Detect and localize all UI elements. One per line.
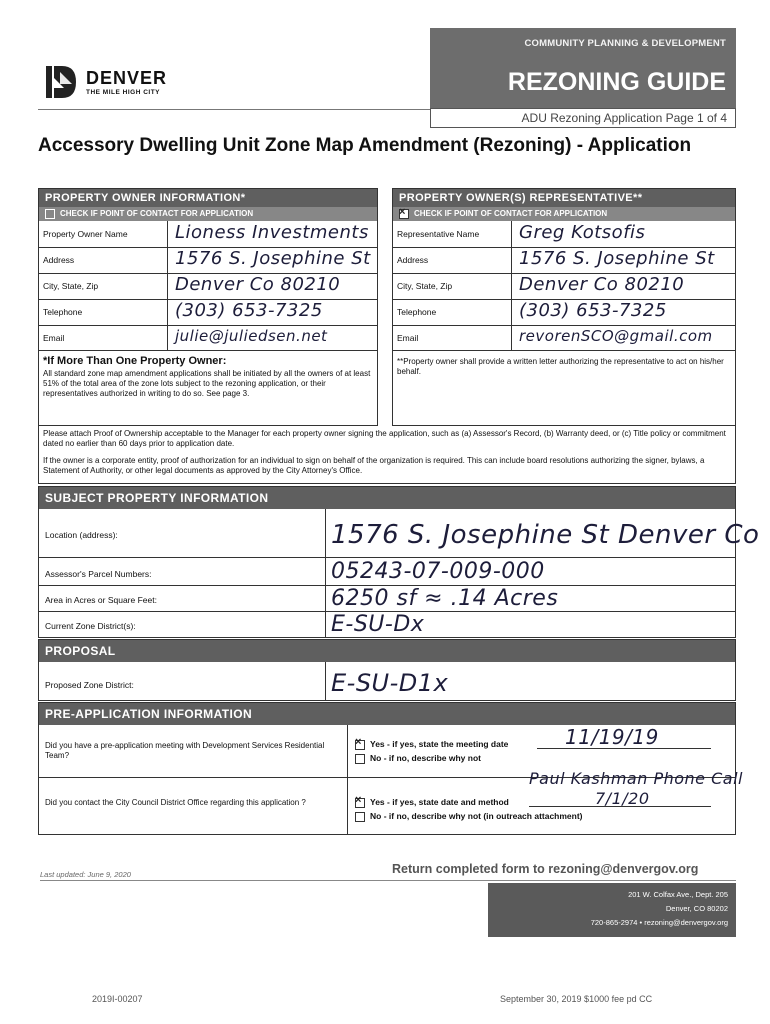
owner-phone-label: Telephone — [43, 307, 83, 317]
representative-section — [392, 188, 736, 426]
header-rule — [38, 109, 430, 110]
footer-rule — [40, 880, 736, 881]
representative-city-label: City, State, Zip — [397, 281, 453, 291]
representative-row-divider — [393, 350, 735, 351]
parcel-label: Assessor's Parcel Numbers: — [45, 569, 152, 579]
contact-band — [488, 883, 736, 937]
meeting-yes-label: Yes - if yes, state the meeting date — [370, 739, 509, 749]
owner-city-label: City, State, Zip — [43, 281, 99, 291]
header-banner — [430, 28, 736, 108]
owner-fields — [39, 221, 377, 351]
owner-phone-value[interactable]: (303) 653-7325 — [175, 300, 323, 321]
meeting-yes-row — [355, 739, 508, 750]
representative-contact-checkbox[interactable] — [399, 209, 409, 219]
proposal-heading: PROPOSAL — [39, 640, 735, 662]
page-indicator — [430, 108, 736, 128]
case-number-stamp: 2019I-00207 — [92, 994, 143, 1004]
council-yes-row — [355, 797, 509, 808]
meeting-date-value[interactable]: 11/19/19 — [565, 725, 659, 749]
location-value[interactable]: 1576 S. Josephine St Denver Co — [331, 520, 760, 550]
representative-note: **Property owner shall provide a written letter authorizing the representative to act on his/her behalf. — [397, 357, 724, 376]
proposed-zone-label: Proposed Zone District: — [45, 680, 134, 690]
proof-paragraph-1: Please attach Proof of Ownership acceptable to the Manager for each property owner signing the application, such as (a) Assessor's Record, (b) Warranty deed, or (c) Title policy or commitment dated no earlier than 60 days prior to application date. — [43, 429, 726, 448]
current-zone-value[interactable]: E-SU-Dx — [331, 612, 425, 637]
department-name: COMMUNITY PLANNING & DEVELOPMENT — [524, 38, 726, 49]
owner-name-value[interactable]: Lioness Investments — [175, 222, 369, 243]
council-yes-label: Yes - if yes, state date and method — [370, 797, 509, 807]
owner-section — [38, 188, 378, 426]
owner-address-label: Address — [43, 255, 75, 265]
subject-column-divider — [325, 509, 326, 637]
page-indicator-text: ADU Rezoning Application Page 1 of 4 — [521, 111, 727, 125]
council-yes-checkbox[interactable] — [355, 798, 365, 808]
owner-heading: PROPERTY OWNER INFORMATION* — [39, 189, 377, 207]
representative-city-value[interactable]: Denver Co 80210 — [519, 274, 685, 295]
pre-application-section — [38, 702, 743, 835]
parcel-value[interactable]: 05243-07-009-000 — [331, 559, 545, 584]
last-updated: Last updated: June 9, 2020 — [40, 870, 131, 879]
meeting-yes-checkbox[interactable] — [355, 740, 365, 750]
representative-heading: PROPERTY OWNER(S) REPRESENTATIVE** — [393, 189, 735, 207]
logo-tagline: THE MILE HIGH CITY — [86, 89, 160, 96]
council-no-label: No - if no, describe why not (in outreach attachment) — [370, 811, 583, 821]
proposal-section — [38, 639, 736, 701]
representative-name-label: Representative Name — [397, 229, 480, 239]
subject-property-section — [38, 486, 760, 638]
area-label: Area in Acres or Square Feet: — [45, 595, 157, 605]
representative-name-value[interactable]: Greg Kotsofis — [519, 222, 646, 243]
proposal-column-divider — [325, 662, 326, 700]
proof-of-ownership — [38, 426, 736, 484]
owner-email-value[interactable]: julie@juliedsen.net — [175, 327, 328, 345]
location-label: Location (address): — [45, 530, 118, 540]
area-value[interactable]: 6250 sf ≈ .14 Acres — [331, 586, 559, 611]
fee-stamp: September 30, 2019 $1000 fee pd CC — [500, 994, 653, 1004]
representative-phone-label: Telephone — [397, 307, 437, 317]
owner-contact-label: CHECK IF POINT OF CONTACT FOR APPLICATION — [60, 209, 254, 218]
owner-name-label: Property Owner Name — [43, 229, 128, 239]
representative-email-label: Email — [397, 333, 419, 343]
contact-address-line-2: Denver, CO 80202 — [665, 904, 728, 913]
proof-paragraph-2: If the owner is a corporate entity, proof of authorization for an individual to sign on behalf of the organization is required. This can include board resolutions authorizing the signer, bylaws, a Statement of Authority, or other legal documents as approved by the City Attorney's Office. — [43, 456, 705, 475]
owner-email-label: Email — [43, 333, 65, 343]
representative-address-value[interactable]: 1576 S. Josephine St — [519, 248, 715, 269]
multiple-owners-title: *If More Than One Property Owner: — [43, 355, 227, 367]
subject-row-divider — [39, 557, 735, 558]
denver-logo — [44, 62, 224, 102]
return-instructions: Return completed form to rezoning@denvergov.org — [392, 862, 699, 876]
subject-property-heading: SUBJECT PROPERTY INFORMATION — [39, 487, 735, 509]
representative-contact-label: CHECK IF POINT OF CONTACT FOR APPLICATION — [414, 209, 608, 218]
denver-logo-icon — [44, 64, 78, 100]
contact-phone-email: 720-865-2974 • rezoning@denvergov.org — [590, 918, 728, 927]
meeting-no-checkbox[interactable] — [355, 754, 365, 764]
current-zone-label: Current Zone District(s): — [45, 621, 136, 631]
council-no-checkbox[interactable] — [355, 812, 365, 822]
owner-column-divider — [167, 221, 168, 351]
proposed-zone-value[interactable]: E-SU-D1x — [331, 669, 449, 697]
representative-email-value[interactable]: revorenSCO@gmail.com — [519, 327, 713, 345]
owner-row-divider — [39, 350, 377, 351]
logo-name: DENVER — [86, 68, 168, 88]
representative-contact-row — [393, 207, 735, 221]
owner-contact-row — [39, 207, 377, 221]
pre-application-column-divider — [347, 725, 348, 834]
owner-contact-checkbox[interactable] — [45, 209, 55, 219]
council-question: Did you contact the City Council District Office regarding this application ? — [45, 798, 306, 807]
meeting-no-row — [355, 753, 481, 764]
contact-address-line-1: 201 W. Colfax Ave., Dept. 205 — [628, 890, 728, 899]
representative-row-divider — [393, 325, 735, 326]
meeting-question: Did you have a pre-application meeting with Development Services Residential Team? — [45, 741, 325, 760]
owner-row-divider — [39, 325, 377, 326]
document-title: Accessory Dwelling Unit Zone Map Amendment (Rezoning) - Application — [38, 135, 692, 156]
owner-city-value[interactable]: Denver Co 80210 — [175, 274, 341, 295]
representative-column-divider — [511, 221, 512, 351]
representative-fields — [393, 221, 735, 351]
pre-application-heading: PRE-APPLICATION INFORMATION — [39, 703, 735, 725]
meeting-no-label: No - if no, describe why not — [370, 753, 481, 763]
owner-address-value[interactable]: 1576 S. Josephine St — [175, 248, 371, 269]
representative-phone-value[interactable]: (303) 653-7325 — [519, 300, 667, 321]
representative-address-label: Address — [397, 255, 429, 265]
multiple-owners-text: All standard zone map amendment applications shall be initiated by all the owners of at least 51% of the total area of the zone lots subject to the rezoning application, or their representatives authorized in writing to do so. See page 3. — [43, 369, 371, 398]
council-no-row — [355, 811, 583, 822]
council-date-value[interactable]: 7/1/20 — [595, 789, 650, 808]
council-method-value[interactable]: Paul Kashman Phone Call — [529, 769, 743, 788]
rezoning-guide-title: REZONING GUIDE — [507, 68, 726, 96]
